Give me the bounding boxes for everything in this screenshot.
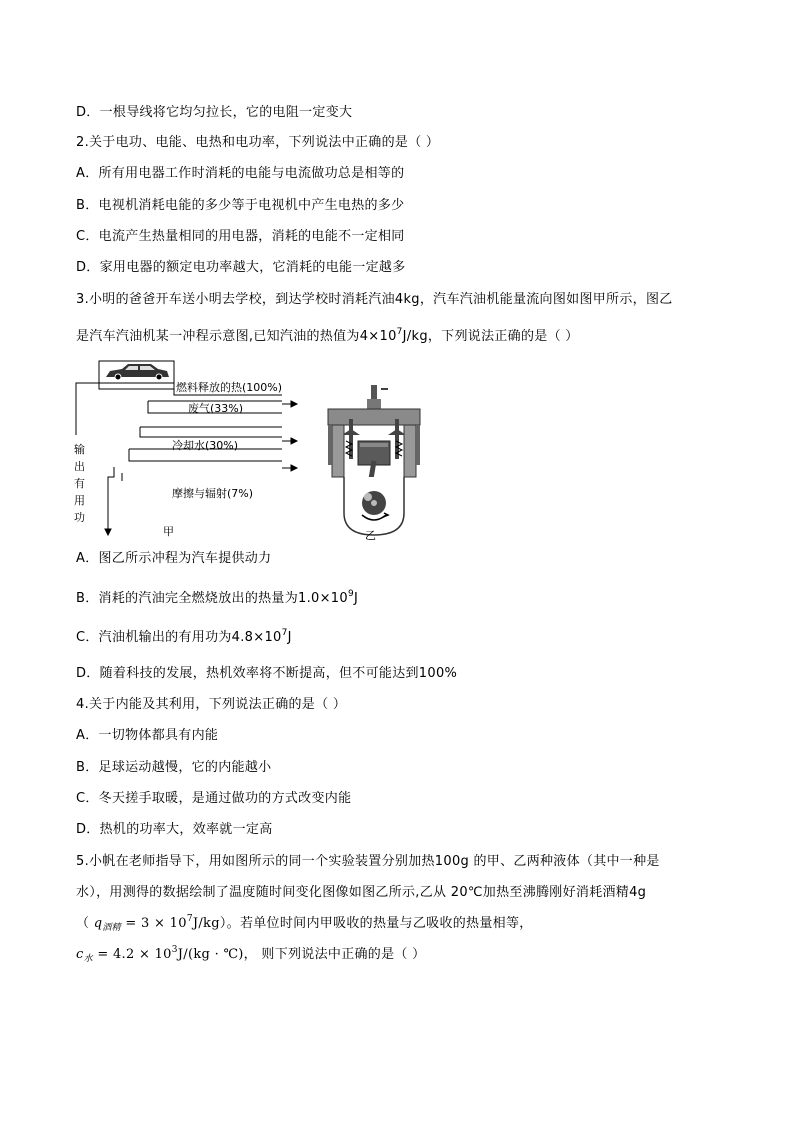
label-friction: 摩擦与辐射(7%) [172,487,254,500]
car-icon [99,361,174,383]
main-energy-band [99,383,174,389]
label-cooling: 冷却水(30%) [172,439,239,452]
question-4: 4.关于内能及其利用，下列说法正确的是（ ） [76,697,347,712]
label-useful-work-3: 有 [74,477,85,490]
option-3c: C．汽油机输出的有用功为$4.8\times 10^7J$ [76,628,292,645]
label-exhaust: 废气(33%) [188,402,244,415]
formula-water-specific-heat: $c_水 = 4.2 \times 10^3J/(kg$ · ℃) [76,945,244,964]
option-3a: A．图乙所示冲程为汽车提供动力 [76,551,272,566]
label-useful-work-4: 用 [74,494,85,507]
label-total-heat: 燃料释放的热(100%) [176,381,283,394]
option-4c: C．冬天搓手取暖，是通过做功的方式改变内能 [76,791,352,806]
label-useful-work-2: 出 [74,460,85,473]
question-3-line-1: 3.小明的爸爸开车送小明去学校，到达学校时消耗汽油4kg，汽车汽油机能量流向图如图甲所示，图乙 [76,292,673,307]
question-5-line-1: 5.小帆在老师指导下，用如图所示的同一个实验装置分别加热100g 的甲、乙两种液体（其中一种是 [76,854,660,869]
option-2c: C．电流产生热量相同的用电器，消耗的电能不一定相同 [76,229,405,244]
option-4b: B．足球运动越慢，它的内能越小 [76,760,272,775]
question-2: 2.关于电功、电能、电热和电功率，下列说法中正确的是（ ） [76,135,440,150]
question-5-line-2: 水），用测得的数据绘制了温度随时间变化图像如图乙所示,乙从 20℃加热至沸腾刚好消耗酒精4g [76,885,647,900]
spark-plug-icon [367,385,388,409]
option-2d: D．家用电器的额定电功率越大，它消耗的电能一定越多 [76,260,406,275]
label-useful-work-1: 输 [74,443,85,456]
formula-alcohol-heat-value: $q_{酒精} = 3 \times 10^7J/kg$ [93,914,220,933]
option-4a: A．一切物体都具有内能 [76,728,219,743]
energy-flow-diagram [66,357,306,541]
flow-arrows [105,401,297,535]
caption-jia: 甲 [163,525,174,538]
option-2b: B．电视机消耗电能的多少等于电视机中产生电热的多少 [76,198,405,213]
option-3b: B．消耗的汽油完全燃烧放出的热量为$1.0\times 10^9J$ [76,589,359,606]
label-useful-work-5: 功 [74,511,85,524]
option-1d: D．一根导线将它均匀拉长，它的电阻一定变大 [76,105,353,120]
option-2a: A．所有用电器工作时消耗的电能与电流做功总是相等的 [76,166,405,181]
caption-yi: 乙 [365,529,376,542]
question-5-line-4: $c_水 = 4.2 \times 10^3J/(kg$ · ℃)， 则下列说法中正确的是（ ） [76,945,426,964]
cooling-branch [140,427,282,437]
question-3-line-2: 是汽车汽油机某一冲程示意图,已知汽油的热值为$4\times 10^7J/kg$，下列说法正确的是（ ） [76,327,579,344]
option-4d: D．热机的功率大，效率就一定高 [76,822,273,837]
engine-stroke-diagram [322,385,428,543]
question-5-line-3: （ $q_{酒精} = 3 \times 10^7J/kg$）。若单位时间内甲吸收的热量与乙吸收的热量相等， [76,914,533,933]
option-3d: D．随着科技的发展，热机效率将不断提高，但不可能达到100% [76,666,458,681]
